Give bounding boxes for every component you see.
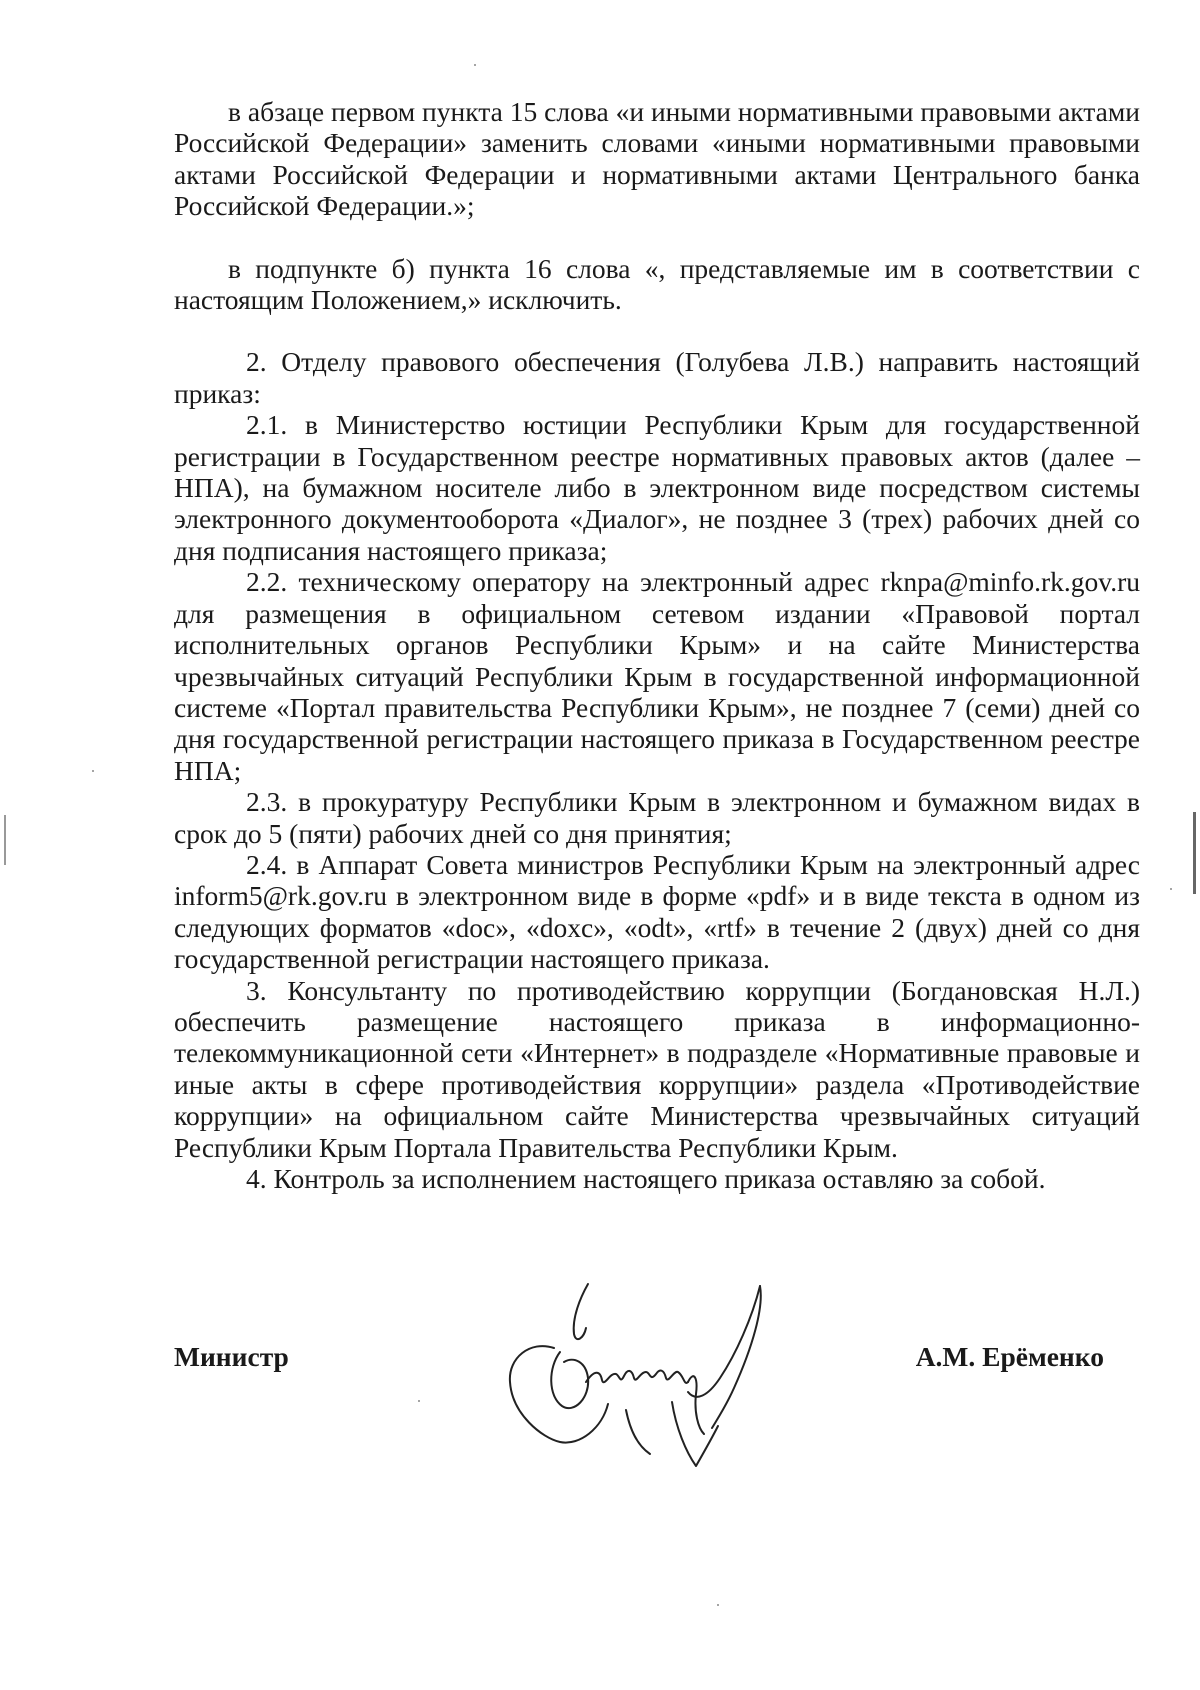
document-body (174, 96, 1140, 1194)
paragraph-item-3: 3. Консультанту по противодействию коррупции (Богдановская Н.Л.) обеспечить размещение настоящего приказа в информационно-телекоммуникационной сети «Интернет» в подразделе «Нормативные правовые и иные акты в сфере противодействия коррупции» раздела «Противодействие коррупции» на официальном сайте Министерства чрезвычайных ситуаций Республики Крым Портала Правительства Республики Крым. (174, 974, 1140, 1163)
signatory-name: А.М. Ерёменко (915, 1341, 1104, 1372)
scan-dust-dot (418, 1400, 420, 1402)
paragraph-amendment-15: в абзаце первом пункта 15 слова «и иными нормативными правовыми актами Российской Федерации» заменить словами «иными нормативными правовыми актами Российской Федерации и нормативными актами Центрального банка Российской Федерации.»; (174, 96, 1140, 222)
paragraph-item-2: 2. Отделу правового обеспечения (Голубева Л.В.) направить настоящий приказ: (174, 346, 1140, 409)
scan-dust-dot (717, 1604, 719, 1606)
scan-dust-dot (1170, 888, 1172, 890)
scan-margin-mark-right (1193, 812, 1196, 894)
handwritten-signature (490, 1278, 780, 1473)
paragraph-item-4: 4. Контроль за исполнением настоящего приказа оставляю за собой. (246, 1163, 1046, 1194)
paragraph-item-2-3: 2.3. в прокуратуру Республики Крым в электронном и бумажном видах в срок до 5 (пяти) рабочих дней со дня принятия; (174, 786, 1140, 849)
paragraph-item-2-2: 2.2. техническому оператору на электронный адрес rknpa@minfo.rk.gov.ru для размещения в официальном сетевом издании «Правовой портал исполнительных органов Республики Крым» и на сайте Министерства чрезвычайных ситуаций Республики Крым в государственной информационной системе «Портал правительства Республики Крым», не позднее 7 (семи) дней со дня государственной регистрации настоящего приказа в Государственном реестре НПА; (174, 566, 1140, 786)
signatory-role: Министр (174, 1341, 289, 1372)
scan-margin-mark-left (4, 815, 6, 865)
paragraph-amendment-16: в подпункте б) пункта 16 слова «, представляемые им в соответствии с настоящим Положением,» исключить. (174, 252, 1140, 316)
paragraph-item-2-1: 2.1. в Министерство юстиции Республики Крым для государственной регистрации в Государственном реестре нормативных правовых актов (далее – НПА), на бумажном носителе либо в электронном виде посредством системы электронного документооборота «Диалог», не позднее 3 (трех) рабочих дней со дня подписания настоящего приказа; (174, 409, 1140, 566)
scan-dust-dot (474, 64, 476, 66)
scan-dust-dot (92, 770, 94, 772)
paragraph-item-2-4: 2.4. в Аппарат Совета министров Республики Крым на электронный адрес inform5@rk.gov.ru в электронном виде в форме «pdf» и в виде текста в одном из следующих форматов «doc», «doxc», «odt», «rtf» в течение 2 (двух) дней со дня государственной регистрации настоящего приказа. (174, 848, 1140, 975)
